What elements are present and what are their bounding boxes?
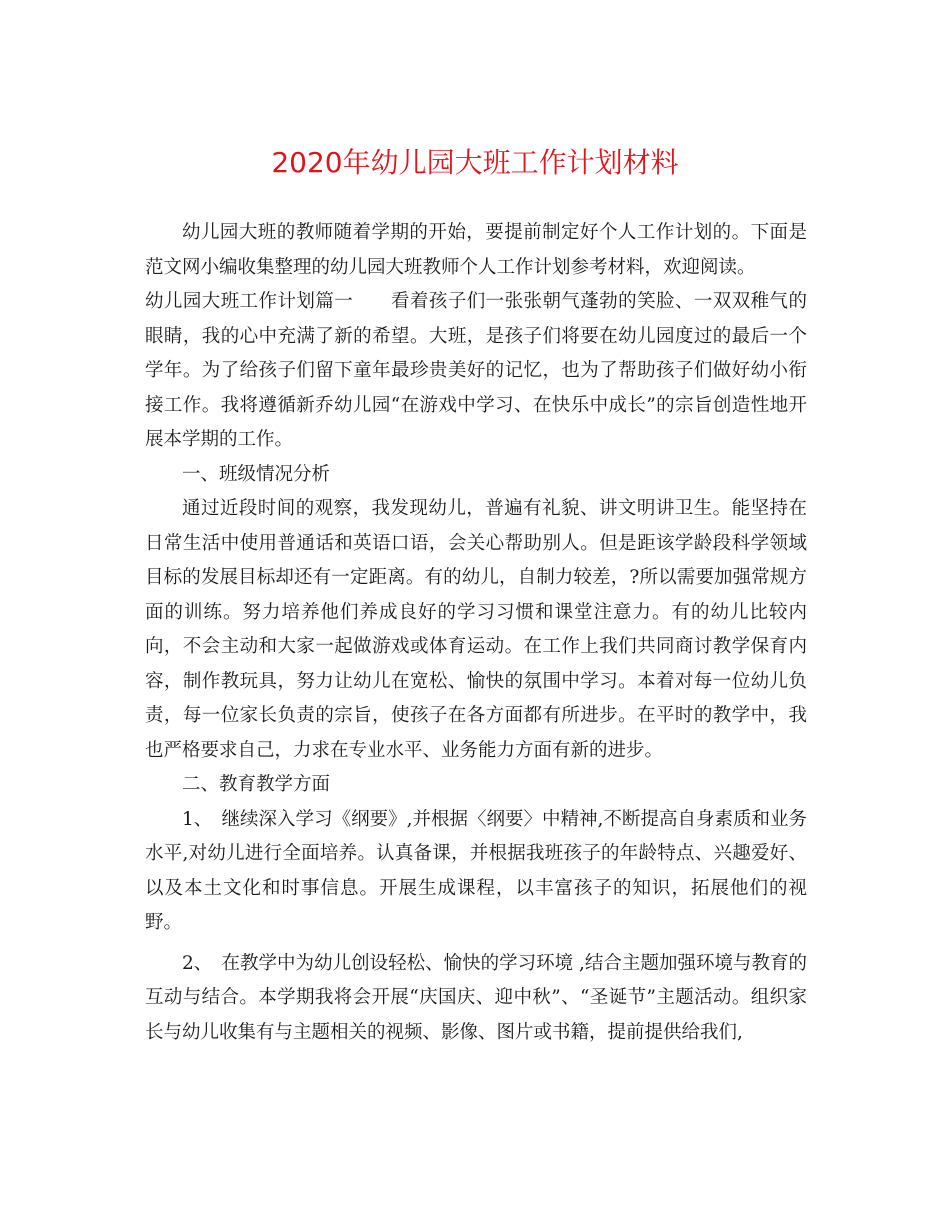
document-title: 2020年幼儿园大班工作计划材料 (271, 146, 679, 179)
teaching-item-1: 1、 继续深入学习《纲要》,并根据〈纲要〉中精神,不断提高自身素质和业务水平,对幼儿进行全面培养。认真备课，并根据我班孩子的年龄特点、兴趣爱好、以及本土文化和时事信息。开展生成课程，以丰富孩子的知识，拓展他们的视野。 (145, 808, 807, 933)
plan-paragraph: 幼儿园大班工作计划篇一 看着孩子们一张张朝气蓬勃的笑脸、一双双稚气的眼睛，我的心中充满了新的希望。大班，是孩子们将要在幼儿园度过的最后一个学年。为了给孩子们留下童年最珍贵美好的记忆，也为了帮助孩子们做好幼小衔接工作。我将遵循新乔幼儿园“在游戏中学习、在快乐中成长”的宗旨创造性地开展本学期的工作。 (145, 291, 807, 450)
class-analysis-paragraph: 通过近段时间的观察，我发现幼儿，普遍有礼貌、讲文明讲卫生。能坚持在日常生活中使用普通话和英语口语，会关心帮助别人。但是距该学龄段科学领域目标的发展目标却还有一定距离。有的幼儿，自制力较差，?所以需要加强常规方面的训练。努力培养他们养成良好的学习习惯和课堂注意力。有的幼儿比较内向，不会主动和大家一起做游戏或体育运动。在工作上我们共同商讨教学保育内容，制作教玩具，努力让幼儿在宽松、愉快的氛围中学习。本着对每一位幼儿负责，每一位家长负责的宗旨，使孩子在各方面都有所进步。在平时的教学中，我也严格要求自己，力求在专业水平、业务能力方面有新的进步。 (145, 498, 807, 761)
teaching-item-2: 2、 在教学中为幼儿创设轻松、愉快的学习环境 ,结合主题加强环境与教育的互动与结合。本学期我将会开展“庆国庆、迎中秋”、“圣诞节”主题活动。组织家长与幼儿收集有与主题相关的视频、影像、图片或书籍，提前提供给我们, (145, 952, 807, 1043)
document-body (145, 216, 807, 1050)
section-heading-teaching: 二、教育教学方面 (182, 774, 331, 795)
intro-paragraph: 幼儿园大班的教师随着学期的开始，要提前制定好个人工作计划的。下面是范文网小编收集整理的幼儿园大班教师个人工作计划参考材料，欢迎阅读。 (145, 222, 807, 278)
section-heading-class-analysis: 一、班级情况分析 (182, 463, 331, 485)
